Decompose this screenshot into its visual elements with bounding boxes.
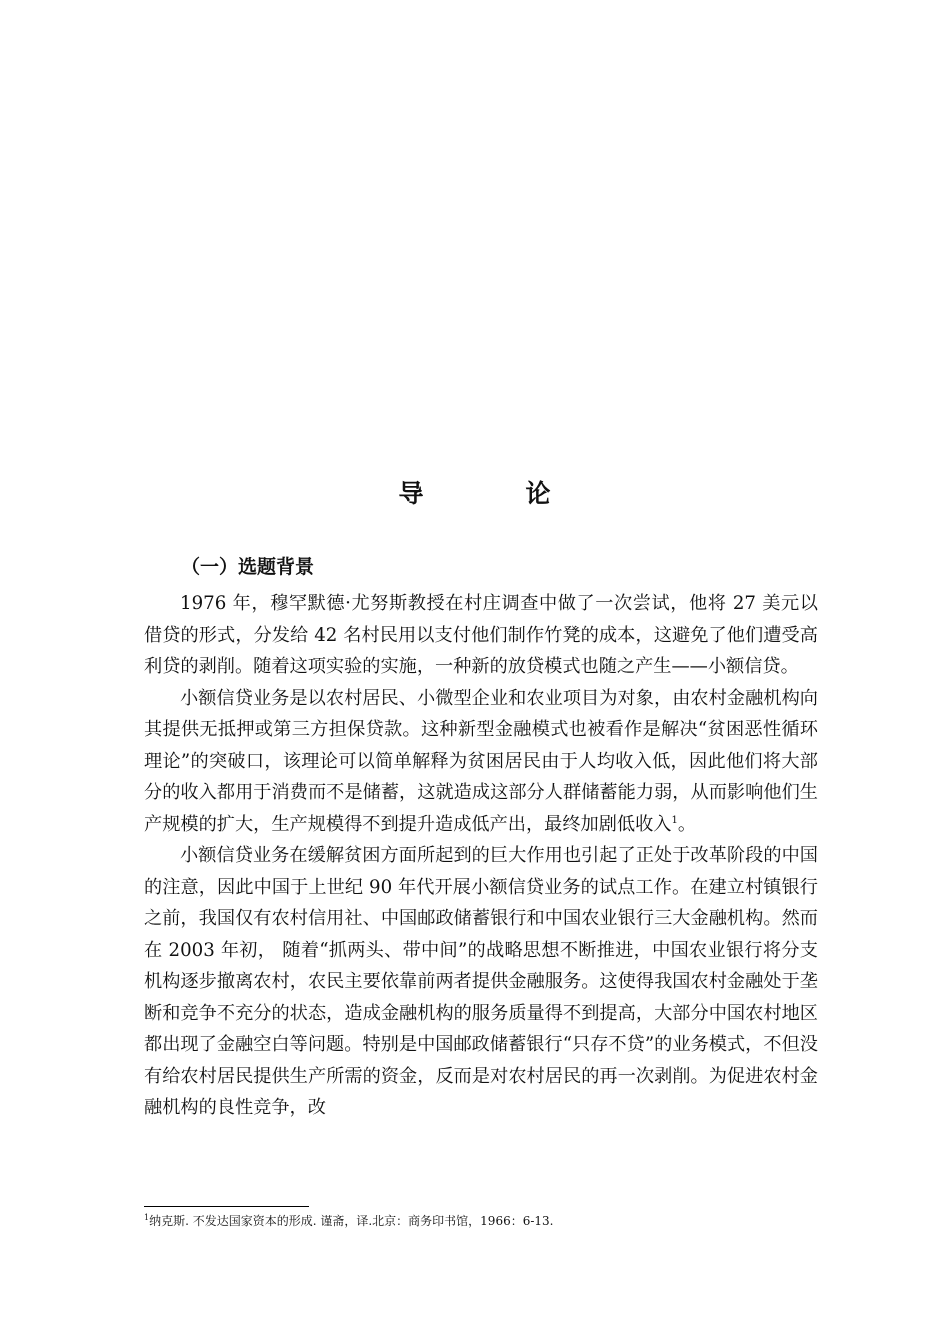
paragraph-1-text: 1976 年，穆罕默德·尤努斯教授在村庄调查中做了一次尝试，他将 27 美元以借贷的形式，分发给 42 名村民用以支付他们制作竹凳的成本，这避免了他们遭受高利贷的剥削。随着这项实验的实施，一种新的放贷模式也随之产生——小额信贷。 <box>144 593 818 677</box>
paragraph-2 <box>144 683 818 841</box>
footnote <box>144 1212 818 1230</box>
chapter-title: 导 论 <box>398 479 552 508</box>
footnote-text: 纳克斯. 不发达国家资本的形成. 谨斋，译.北京：商务印书馆，1966：6-13. <box>149 1214 554 1228</box>
paragraph-2-text: 小额信贷业务是以农村居民、小微型企业和农业项目为对象，由农村金融机构向其提供无抵押或第三方担保贷款。这种新型金融模式也被看作是解决“贫困恶性循环理论”的突破口，该理论可以简单解释为贫困居民由于人均收入低，因此他们将大部分的收入都用于消费而不是储蓄，这就造成这部分人群储蓄能力弱，从而影响他们生产规模的扩大，生产规模得不到提升造成低产出，最终加剧低收入 <box>144 687 818 835</box>
paragraph-3-text: 小额信贷业务在缓解贫困方面所起到的巨大作用也引起了正处于改革阶段的中国的注意，因此中国于上世纪 90 年代开展小额信贷业务的试点工作。在建立村镇银行之前，我国仅有农村信用社、中国邮政储蓄银行和中国农业银行三大金融机构。然而在 2003 年初， 随着“抓两头、带中间”的战略思想不断推进，中国农业银行将分支机构逐步撤离农村，农民主要依靠前两者提供金融服务。这使得我国农村金融处于垄断和竞争不充分的状态，造成金融机构的服务质量得不到提高，大部分中国农村地区都出现了金融空白等问题。特别是中国邮政储蓄银行“只存不贷”的业务模式，不但没有给农村居民提供生产所需的资金，反而是对农村居民的再一次剥削。为促进农村金融机构的良性竞争，改 <box>144 845 818 1118</box>
body-text <box>144 588 818 1124</box>
footnote-marker: 1 <box>144 1213 150 1222</box>
footnote-divider <box>144 1206 309 1207</box>
footnote-reference[interactable]: 1 <box>671 814 678 826</box>
paragraph-3 <box>144 840 818 1124</box>
section-heading: （一）选题背景 <box>181 556 315 578</box>
paragraph-1 <box>144 588 818 683</box>
paragraph-2-end: 。 <box>677 813 697 835</box>
